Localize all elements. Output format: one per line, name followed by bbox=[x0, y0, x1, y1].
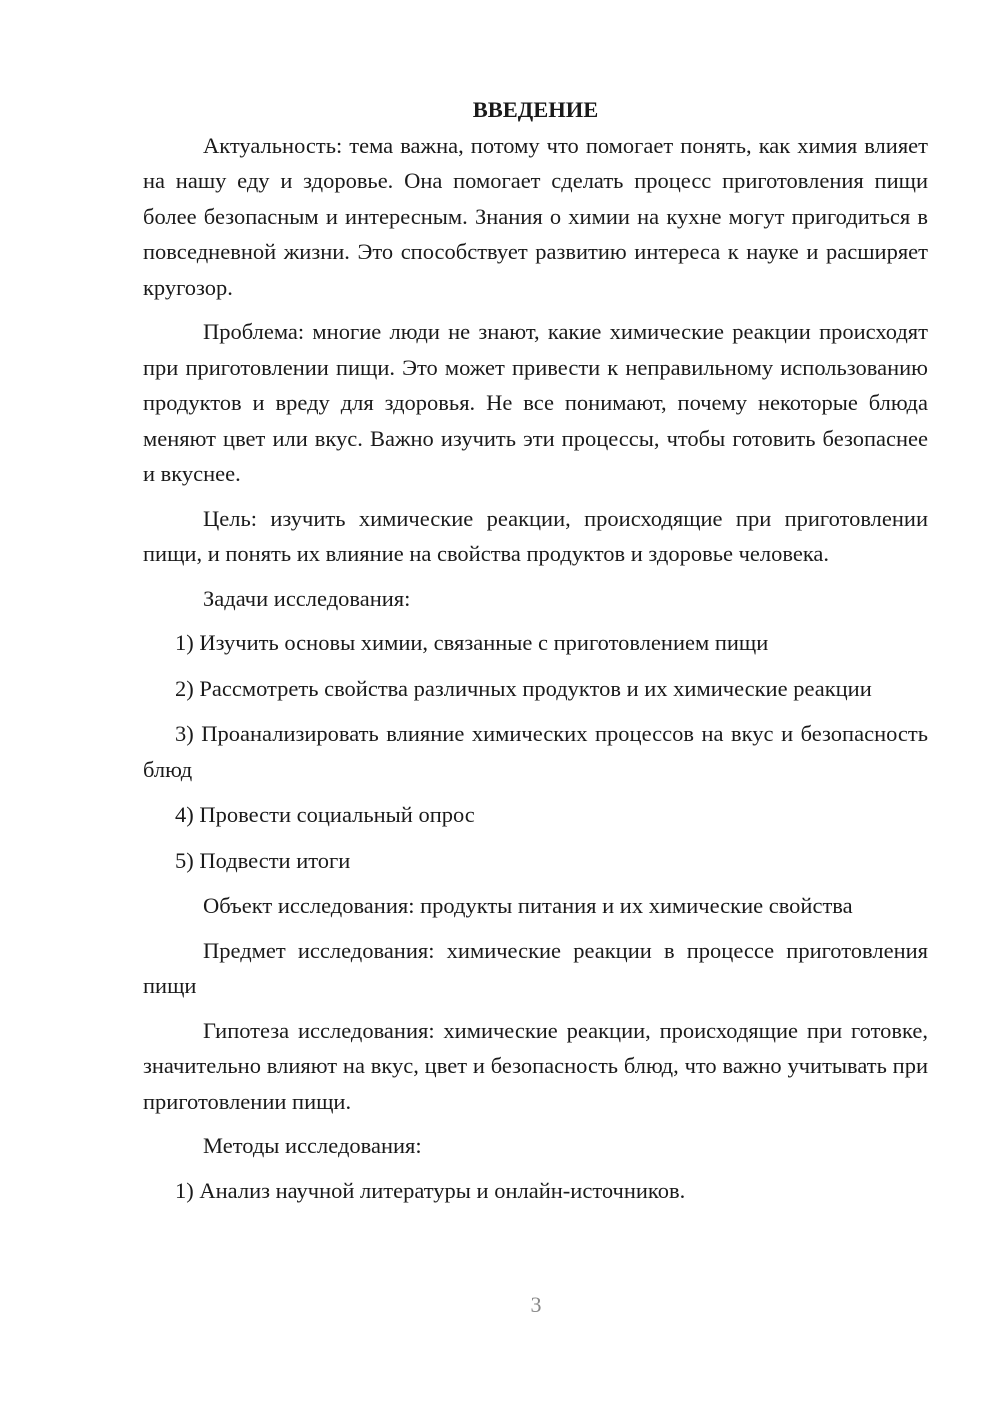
paragraph-subject: Предмет исследования: химические реакции в процессе приготовления пищи bbox=[143, 937, 928, 998]
task-item-1: 1) Изучить основы химии, связанные с приготовлением пищи bbox=[175, 630, 769, 655]
task-item-2: 2) Рассмотреть свойства различных продуктов и их химические реакции bbox=[175, 675, 872, 701]
task-item-5: 5) Подвести итоги bbox=[175, 847, 351, 873]
method-item-1: 1) Анализ научной литературы и онлайн-источников. bbox=[175, 1177, 686, 1203]
task-item-4: 4) Провести социальный опрос bbox=[175, 802, 475, 827]
page-number: 3 bbox=[530, 1292, 542, 1317]
paragraph-hypothesis: Гипотеза исследования: химические реакции, происходящие при готовке, значительно влияют на вкус, цвет и безопасность блюд, что важно учитывать при приготовлении пищи. bbox=[143, 1017, 928, 1114]
paragraph-relevance: Актуальность: тема важна, потому что помогает понять, как химия влияет на нашу еду и здоровье. Она помогает сделать процесс приготовления пищи более безопасным и интересным. Знания о химии на кухне могут пригодиться в повседневной жизни. Это способствует развитию интереса к науке и расширяет кругозор. bbox=[143, 132, 928, 300]
document-page bbox=[143, 92, 928, 1218]
methods-heading: Методы исследования: bbox=[203, 1133, 422, 1158]
page-title: ВВЕДЕНИЕ bbox=[472, 97, 599, 122]
task-item-3: 3) Проанализировать влияние химических процессов на вкус и безопасность блюд bbox=[143, 721, 928, 782]
paragraph-problem: Проблема: многие люди не знают, какие химические реакции происходят при приготовлении пищи. Это может привести к неправильному использованию продуктов и вреду для здоровья. Не все понимают, почему некоторые блюда меняют цвет или вкус. Важно изучить эти процессы, чтобы готовить безопаснее и вкуснее. bbox=[143, 319, 928, 486]
tasks-heading: Задачи исследования: bbox=[203, 585, 411, 611]
paragraph-object: Объект исследования: продукты питания и их химические свойства bbox=[203, 893, 853, 918]
paragraph-goal: Цель: изучить химические реакции, происходящие при приготовлении пищи, и понять их влияние на свойства продуктов и здоровье человека. bbox=[143, 505, 928, 566]
